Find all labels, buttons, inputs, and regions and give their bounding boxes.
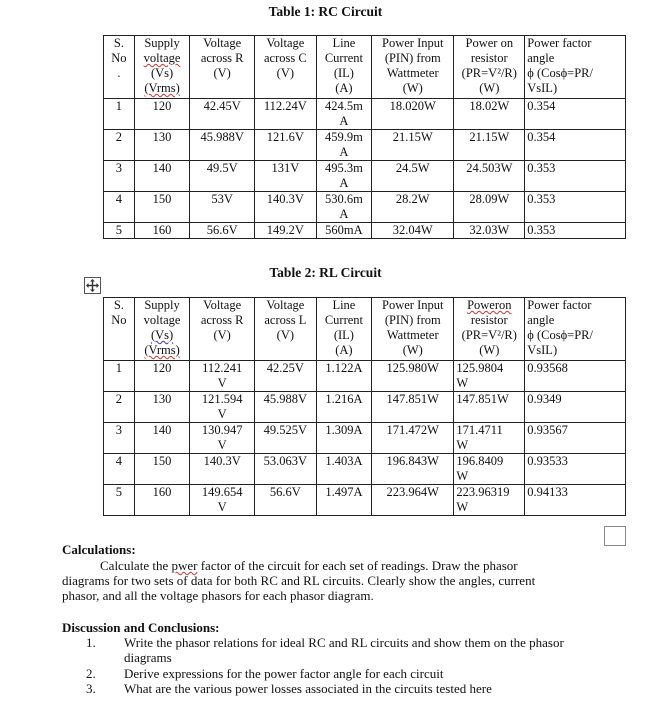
table-cell: 530.6m A: [316, 192, 371, 223]
list-item-number: 3.: [86, 681, 96, 696]
column-header: Power Input (PIN) from Wattmeter (W): [372, 36, 454, 99]
table-cell: 1.216A: [316, 392, 371, 423]
table-cell: 18.020W: [372, 99, 454, 130]
column-header: Power factor angle ϕ (Cosϕ=PR/ VsIL): [525, 36, 626, 99]
table-cell: 1.403A: [316, 454, 371, 485]
table-cell: 32.03W: [454, 223, 525, 239]
rl-table: [103, 297, 626, 516]
column-header: Voltage across C (V): [255, 36, 317, 99]
table-cell: 0.93567: [525, 423, 626, 454]
table-cell: 131V: [255, 161, 317, 192]
table-cell: 0.354: [525, 99, 626, 130]
table-cell: 5: [104, 223, 135, 239]
table-cell: 130: [134, 130, 189, 161]
table-cell: 49.525V: [255, 423, 317, 454]
table-cell: 150: [134, 454, 189, 485]
table-cell: 196.843W: [372, 454, 454, 485]
table-cell: 160: [134, 223, 189, 239]
table-cell: 0.93568: [525, 361, 626, 392]
table-row: [104, 192, 626, 223]
table-cell: 125.980W: [372, 361, 454, 392]
table-cell: 1.122A: [316, 361, 371, 392]
table-cell: 3: [104, 423, 135, 454]
table-cell: 223.964W: [372, 485, 454, 516]
table-cell: 459.9m A: [316, 130, 371, 161]
table-cell: 1.309A: [316, 423, 371, 454]
discussion-heading: Discussion and Conclusions:: [62, 620, 220, 635]
table-cell: 140.3V: [190, 454, 255, 485]
table-cell: 45.988V: [190, 130, 255, 161]
list-item: What are the various power losses associated in the circuits tested here: [124, 681, 492, 696]
table-cell: 28.2W: [372, 192, 454, 223]
table-cell: 112.241 V: [190, 361, 255, 392]
column-header: Voltage across R (V): [190, 298, 255, 361]
table-row: [104, 392, 626, 423]
list-item: Derive expressions for the power factor angle for each circuit: [124, 666, 444, 681]
calculations-heading: Calculations:: [62, 542, 136, 557]
table-cell: 150: [134, 192, 189, 223]
table-cell: 0.9349: [525, 392, 626, 423]
calculations-line-2: diagrams for two sets of data for both RC and RL circuits. Clearly show the angles, current: [62, 573, 536, 588]
table-cell: 56.6V: [190, 223, 255, 239]
table2-title: Table 2: RL Circuit: [269, 265, 382, 280]
table-cell: 2: [104, 130, 135, 161]
list-item: Write the phasor relations for ideal RC and RL circuits and show them on the phasor diagrams: [124, 635, 564, 665]
table-cell: 121.594 V: [190, 392, 255, 423]
table-cell: 130.947 V: [190, 423, 255, 454]
table-cell: 3: [104, 161, 135, 192]
table-cell: 28.09W: [454, 192, 525, 223]
column-header: Line Current (IL) (A): [316, 298, 371, 361]
table-row: [104, 454, 626, 485]
table-row: [104, 130, 626, 161]
table-cell: 53.063V: [255, 454, 317, 485]
table-cell: 53V: [190, 192, 255, 223]
table-cell: 0.353: [525, 161, 626, 192]
column-header: Supply voltage (Vs) (Vrms): [134, 36, 189, 99]
table-cell: 42.45V: [190, 99, 255, 130]
calculations-line-1: Calculate the pwer factor of the circuit for each set of readings. Draw the phasor: [100, 558, 518, 573]
table-cell: 560mA: [316, 223, 371, 239]
table-cell: 18.02W: [454, 99, 525, 130]
table-cell: 42.25V: [255, 361, 317, 392]
table-resize-handle[interactable]: [604, 526, 626, 546]
table-cell: 140: [134, 161, 189, 192]
table-cell: 196.8409 W: [454, 454, 525, 485]
table-row: [104, 423, 626, 454]
calculations-line-3: phasor, and all the voltage phasors for each phasor diagram.: [62, 588, 374, 603]
column-header: S. No .: [104, 36, 135, 99]
table-cell: 0.93533: [525, 454, 626, 485]
table-cell: 121.6V: [255, 130, 317, 161]
table-cell: 21.15W: [454, 130, 525, 161]
column-header: Line Current (IL) (A): [316, 36, 371, 99]
table-cell: 149.654 V: [190, 485, 255, 516]
table-cell: 223.96319 W: [454, 485, 525, 516]
column-header: Poweron resistor (PR=V²/R) (W): [454, 298, 525, 361]
table-cell: 2: [104, 392, 135, 423]
column-header: Voltage across R (V): [190, 36, 255, 99]
table-cell: 120: [134, 99, 189, 130]
table-row: [104, 161, 626, 192]
table-cell: 495.3m A: [316, 161, 371, 192]
table-cell: 130: [134, 392, 189, 423]
table-cell: 4: [104, 454, 135, 485]
table-cell: 171.4711 W: [454, 423, 525, 454]
table-cell: 0.353: [525, 192, 626, 223]
table-cell: 424.5m A: [316, 99, 371, 130]
table1-title: Table 1: RC Circuit: [268, 4, 383, 19]
column-header: Power factor angle ϕ (Cosϕ=PR/ VsIL): [525, 298, 626, 361]
column-header: S. No: [104, 298, 135, 361]
table-cell: 147.851W: [454, 392, 525, 423]
table-cell: 32.04W: [372, 223, 454, 239]
column-header: Supply voltage (Vs) (Vrms): [134, 298, 189, 361]
column-header: Power on resistor (PR=V²/R) (W): [454, 36, 525, 99]
table-cell: 24.5W: [372, 161, 454, 192]
table-cell: 0.94133: [525, 485, 626, 516]
rc-table: [103, 35, 626, 239]
table-cell: 160: [134, 485, 189, 516]
table-cell: 140.3V: [255, 192, 317, 223]
list-item-number: 1.: [86, 635, 96, 650]
table-cell: 0.354: [525, 130, 626, 161]
table-cell: 1: [104, 361, 135, 392]
table-cell: 56.6V: [255, 485, 317, 516]
list-item-number: 2.: [86, 666, 96, 681]
table-row: [104, 485, 626, 516]
table-cell: 147.851W: [372, 392, 454, 423]
table-cell: 21.15W: [372, 130, 454, 161]
table-row: [104, 361, 626, 392]
column-header: Power Input (PIN) from Wattmeter (W): [372, 298, 454, 361]
table-cell: 112.24V: [255, 99, 317, 130]
table-cell: 149.2V: [255, 223, 317, 239]
table-cell: 0.353: [525, 223, 626, 239]
table-row: [104, 99, 626, 130]
table-cell: 4: [104, 192, 135, 223]
table-row: [104, 223, 626, 239]
header-row: [104, 298, 626, 361]
header-row: [104, 36, 626, 99]
table-cell: 125.9804 W: [454, 361, 525, 392]
table-cell: 140: [134, 423, 189, 454]
table-cell: 171.472W: [372, 423, 454, 454]
table-cell: 1: [104, 99, 135, 130]
column-header: Voltage across L (V): [255, 298, 317, 361]
table-cell: 45.988V: [255, 392, 317, 423]
table-cell: 5: [104, 485, 135, 516]
table-cell: 24.503W: [454, 161, 525, 192]
table-cell: 1.497A: [316, 485, 371, 516]
table-cell: 49.5V: [190, 161, 255, 192]
table-cell: 120: [134, 361, 189, 392]
